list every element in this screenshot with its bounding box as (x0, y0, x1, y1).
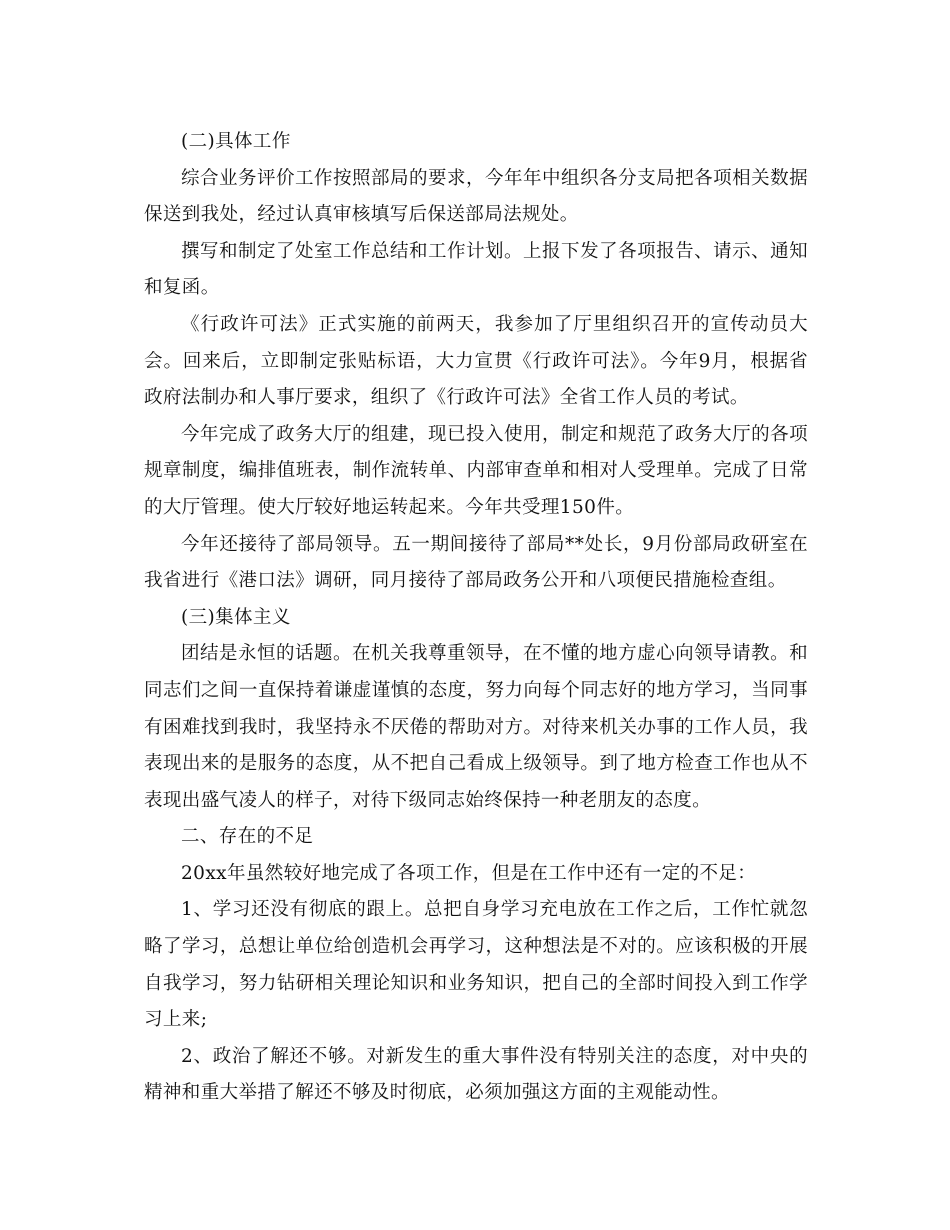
paragraph-administrative-license-law: 《行政许可法》正式实施的前两天，我参加了厅里组织召开的宣传动员大会。回来后，立即制定张贴标语，大力宣贯《行政许可法》。今年9月，根据省政府法制办和人事厅要求，组织了《行政许可法》全省工作人员的考试。 (144, 313, 808, 409)
paragraph-shortcomings-intro: 20xx年虽然较好地完成了各项工作，但是在工作中还有一定的不足： (181, 862, 757, 884)
document-body (144, 124, 808, 1112)
paragraph-study-shortcoming: 1、学习还没有彻底的跟上。总把自身学习充电放在工作之后，工作忙就忽略了学习，总想让单位给创造机会再学习，这种想法是不对的。应该积极的开展自我学习，努力钻研相关理论知识和业务知识，把自己的全部时间投入到工作学习上来; (144, 899, 808, 1031)
section-heading-specific-work: (二)具体工作 (181, 131, 291, 152)
paragraph-reception: 今年还接待了部局领导。五一期间接待了部局**处长，9月份部局政研室在我省进行《港口法》调研，同月接待了部局政务公开和八项便民措施检查组。 (144, 533, 808, 592)
paragraph-unity: 团结是永恒的话题。在机关我尊重领导，在不懂的地方虚心向领导请教。和同志们之间一直保持着谦虚谨慎的态度，努力向每个同志好的地方学习，当同事有困难找到我时，我坚持永不厌倦的帮助对方。对待来机关办事的工作人员，我表现出来的是服务的态度，从不把自己看成上级领导。到了地方检查工作也从不表现出盛气凌人的样子，对待下级同志始终保持一种老朋友的态度。 (144, 643, 808, 811)
paragraph-service-hall: 今年完成了政务大厅的组建，现已投入使用，制定和规范了政务大厅的各项规章制度，编排值班表，制作流转单、内部审查单和相对人受理单。完成了日常的大厅管理。使大厅较好地运转起来。今年共受理150件。 (144, 423, 808, 518)
paragraph-business-evaluation: 综合业务评价工作按照部局的要求，今年年中组织各分支局把各项相关数据保送到我处，经过认真审核填写后保送部局法规处。 (144, 167, 808, 226)
paragraph-summary-and-plan: 撰写和制定了处室工作总结和工作计划。上报下发了各项报告、请示、通知和复函。 (144, 240, 808, 299)
paragraph-politics-shortcoming: 2、政治了解还不够。对新发生的重大事件没有特别关注的态度，对中央的精神和重大举措了解还不够及时彻底，必须加强这方面的主观能动性。 (144, 1045, 808, 1104)
section-heading-collectivism: (三)集体主义 (181, 606, 291, 628)
section-heading-shortcomings: 二、存在的不足 (181, 826, 314, 848)
